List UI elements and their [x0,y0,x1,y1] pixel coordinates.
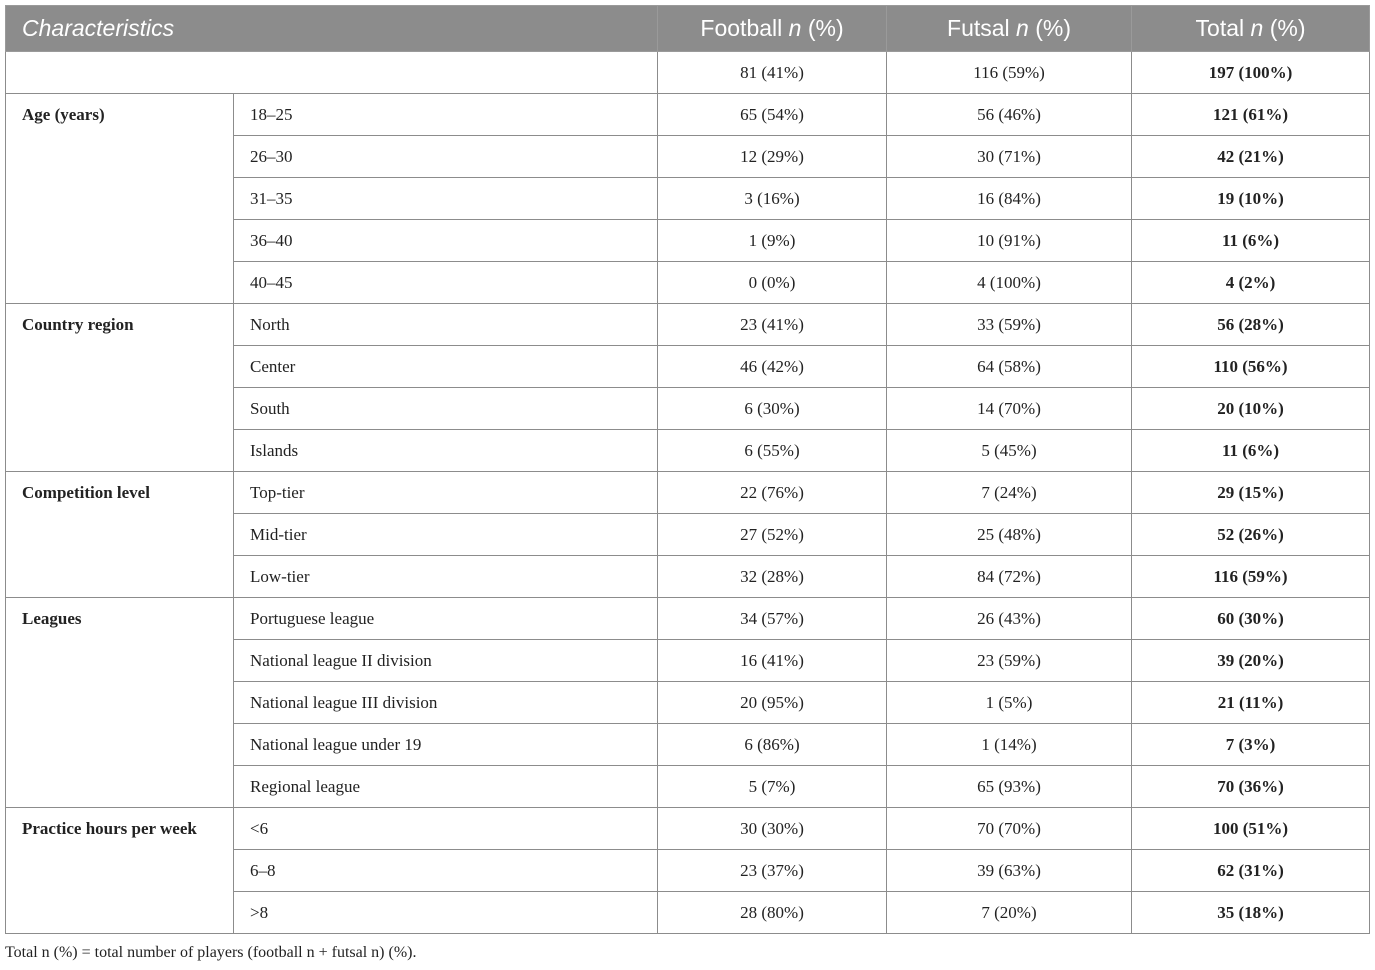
futsal-value: 16 (84%) [887,178,1132,220]
header-total-n: n [1250,15,1264,41]
header-football-pct: (%) [807,15,844,41]
total-value: 70 (36%) [1132,766,1370,808]
group-label: Country region [6,304,234,472]
football-value: 0 (0%) [658,262,887,304]
football-value: 12 (29%) [658,136,887,178]
futsal-value: 1 (14%) [887,724,1132,766]
football-value: 34 (57%) [658,598,887,640]
futsal-value: 7 (20%) [887,892,1132,934]
futsal-value: 56 (46%) [887,94,1132,136]
futsal-value: 84 (72%) [887,556,1132,598]
football-value: 6 (30%) [658,388,887,430]
total-value: 29 (15%) [1132,472,1370,514]
header-futsal-pct: (%) [1035,15,1072,41]
futsal-value: 64 (58%) [887,346,1132,388]
header-row [6,6,1370,52]
row-category: 6–8 [234,850,658,892]
total-value: 62 (31%) [1132,850,1370,892]
table-row [6,808,1370,850]
overall-total: 197 (100%) [1132,52,1370,94]
football-value: 30 (30%) [658,808,887,850]
row-category: 40–45 [234,262,658,304]
futsal-value: 14 (70%) [887,388,1132,430]
table-row [6,598,1370,640]
total-value: 7 (3%) [1132,724,1370,766]
futsal-value: 5 (45%) [887,430,1132,472]
futsal-value: 1 (5%) [887,682,1132,724]
football-value: 32 (28%) [658,556,887,598]
football-value: 20 (95%) [658,682,887,724]
row-category: Center [234,346,658,388]
futsal-value: 10 (91%) [887,220,1132,262]
football-value: 23 (37%) [658,850,887,892]
header-futsal [887,6,1132,52]
row-category: National league under 19 [234,724,658,766]
row-category: 26–30 [234,136,658,178]
overall-row [6,52,1370,94]
row-category: >8 [234,892,658,934]
futsal-value: 30 (71%) [887,136,1132,178]
total-value: 4 (2%) [1132,262,1370,304]
futsal-value: 65 (93%) [887,766,1132,808]
futsal-value: 7 (24%) [887,472,1132,514]
row-category: Top-tier [234,472,658,514]
group-label: Practice hours per week [6,808,234,934]
row-category: North [234,304,658,346]
total-value: 110 (56%) [1132,346,1370,388]
row-category: Islands [234,430,658,472]
total-value: 19 (10%) [1132,178,1370,220]
row-category: 18–25 [234,94,658,136]
football-value: 1 (9%) [658,220,887,262]
football-value: 16 (41%) [658,640,887,682]
futsal-value: 33 (59%) [887,304,1132,346]
total-value: 42 (21%) [1132,136,1370,178]
football-value: 3 (16%) [658,178,887,220]
total-value: 11 (6%) [1132,220,1370,262]
row-category: Regional league [234,766,658,808]
row-category: 36–40 [234,220,658,262]
row-category: South [234,388,658,430]
futsal-value: 23 (59%) [887,640,1132,682]
header-total-pct: (%) [1269,15,1306,41]
header-football [658,6,887,52]
overall-label-cell [6,52,658,94]
futsal-value: 4 (100%) [887,262,1132,304]
header-football-n: n [788,15,802,41]
header-characteristics: Characteristics [6,6,658,52]
football-value: 6 (55%) [658,430,887,472]
overall-football: 81 (41%) [658,52,887,94]
overall-futsal: 116 (59%) [887,52,1132,94]
football-value: 6 (86%) [658,724,887,766]
total-value: 121 (61%) [1132,94,1370,136]
header-total-label: Total [1195,15,1245,41]
group-label: Leagues [6,598,234,808]
total-value: 35 (18%) [1132,892,1370,934]
header-total [1132,6,1370,52]
football-value: 28 (80%) [658,892,887,934]
futsal-value: 70 (70%) [887,808,1132,850]
header-futsal-label: Futsal [947,15,1010,41]
row-category: Mid-tier [234,514,658,556]
total-value: 60 (30%) [1132,598,1370,640]
row-category: Low-tier [234,556,658,598]
football-value: 22 (76%) [658,472,887,514]
table-footnote: Total n (%) = total number of players (football n + futsal n) (%). [5,944,417,961]
total-value: 20 (10%) [1132,388,1370,430]
header-futsal-n: n [1016,15,1029,41]
table-row [6,304,1370,346]
row-category: National league III division [234,682,658,724]
total-value: 11 (6%) [1132,430,1370,472]
total-value: 39 (20%) [1132,640,1370,682]
total-value: 100 (51%) [1132,808,1370,850]
row-category: <6 [234,808,658,850]
header-football-label: Football [700,15,783,41]
football-value: 46 (42%) [658,346,887,388]
football-value: 65 (54%) [658,94,887,136]
football-value: 5 (7%) [658,766,887,808]
futsal-value: 25 (48%) [887,514,1132,556]
group-label: Age (years) [6,94,234,304]
row-category: National league II division [234,640,658,682]
table-row [6,94,1370,136]
football-value: 27 (52%) [658,514,887,556]
total-value: 21 (11%) [1132,682,1370,724]
futsal-value: 39 (63%) [887,850,1132,892]
characteristics-table [5,5,1370,934]
row-category: Portuguese league [234,598,658,640]
football-value: 23 (41%) [658,304,887,346]
total-value: 56 (28%) [1132,304,1370,346]
group-label: Competition level [6,472,234,598]
total-value: 52 (26%) [1132,514,1370,556]
row-category: 31–35 [234,178,658,220]
futsal-value: 26 (43%) [887,598,1132,640]
total-value: 116 (59%) [1132,556,1370,598]
table-row [6,472,1370,514]
